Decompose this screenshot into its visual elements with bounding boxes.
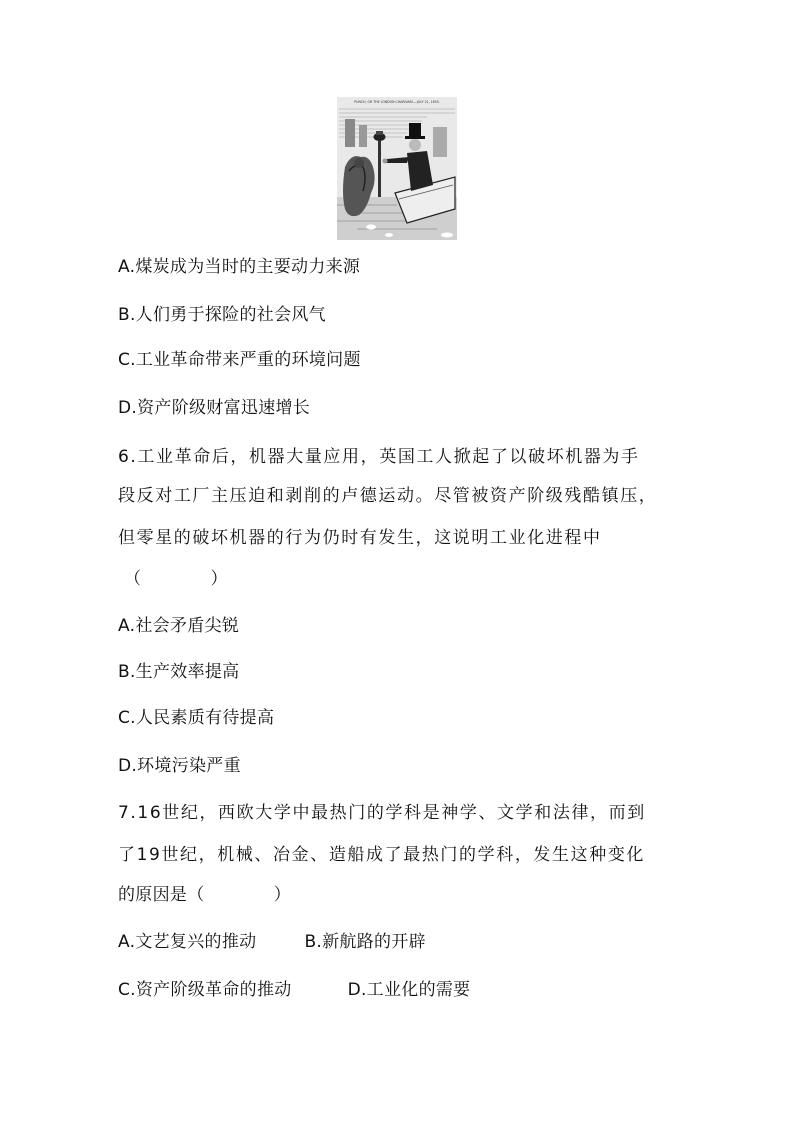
q7-stem-line-1: 7.16世纪，西欧大学中最热门的学科是神学、文学和法律，而到 — [118, 803, 646, 823]
q6-stem-line-1: 6.工业革命后，机器大量应用，英国工人掀起了以破坏机器为手 — [118, 447, 640, 467]
q7-option-a[interactable]: A.文艺复兴的推动 — [118, 932, 257, 952]
q7-stem-line-3: 的原因是（ ） — [118, 885, 291, 905]
cartoon-caption: PUNCH, OR THE LONDON CHARIVARI.—JULY 21, 1855. — [354, 100, 440, 104]
q7-options-row-1 — [118, 931, 426, 953]
q5-option-b[interactable]: B.人们勇于探险的社会风气 — [118, 305, 326, 325]
q6-option-a[interactable]: A.社会矛盾尖锐 — [118, 616, 240, 636]
q7-stem-line-2: 了19世纪，机械、冶金、造船成了最热门的学科，发生这种变化 — [118, 845, 646, 865]
q5-option-d[interactable]: D.资产阶级财富迅速增长 — [118, 398, 311, 418]
q5-option-c[interactable]: C.工业革命带来严重的环境问题 — [118, 350, 361, 370]
q6-option-c[interactable]: C.人民素质有待提高 — [118, 708, 275, 728]
q6-option-b[interactable]: B.生产效率提高 — [118, 662, 240, 682]
q7-option-c[interactable]: C.资产阶级革命的推动 — [118, 980, 292, 1000]
q6-stem-line-2: 段反对工厂主压迫和剥削的卢德运动。尽管被资产阶级残酷镇压， — [118, 486, 658, 506]
cartoon-illustration — [337, 97, 457, 240]
q6-stem-line-3: 但零星的破坏机器的行为仍时有发生，这说明工业化进程中 — [118, 528, 602, 548]
q5-option-a[interactable]: A.煤炭成为当时的主要动力来源 — [118, 257, 361, 277]
q6-answer-blank: （ ） — [124, 569, 228, 589]
q7-option-b[interactable]: B.新航路的开辟 — [304, 932, 426, 952]
q7-option-d[interactable]: D.工业化的需要 — [347, 980, 471, 1000]
q7-options-row-2 — [118, 979, 470, 1001]
q6-option-d[interactable]: D.环境污染严重 — [118, 756, 241, 776]
